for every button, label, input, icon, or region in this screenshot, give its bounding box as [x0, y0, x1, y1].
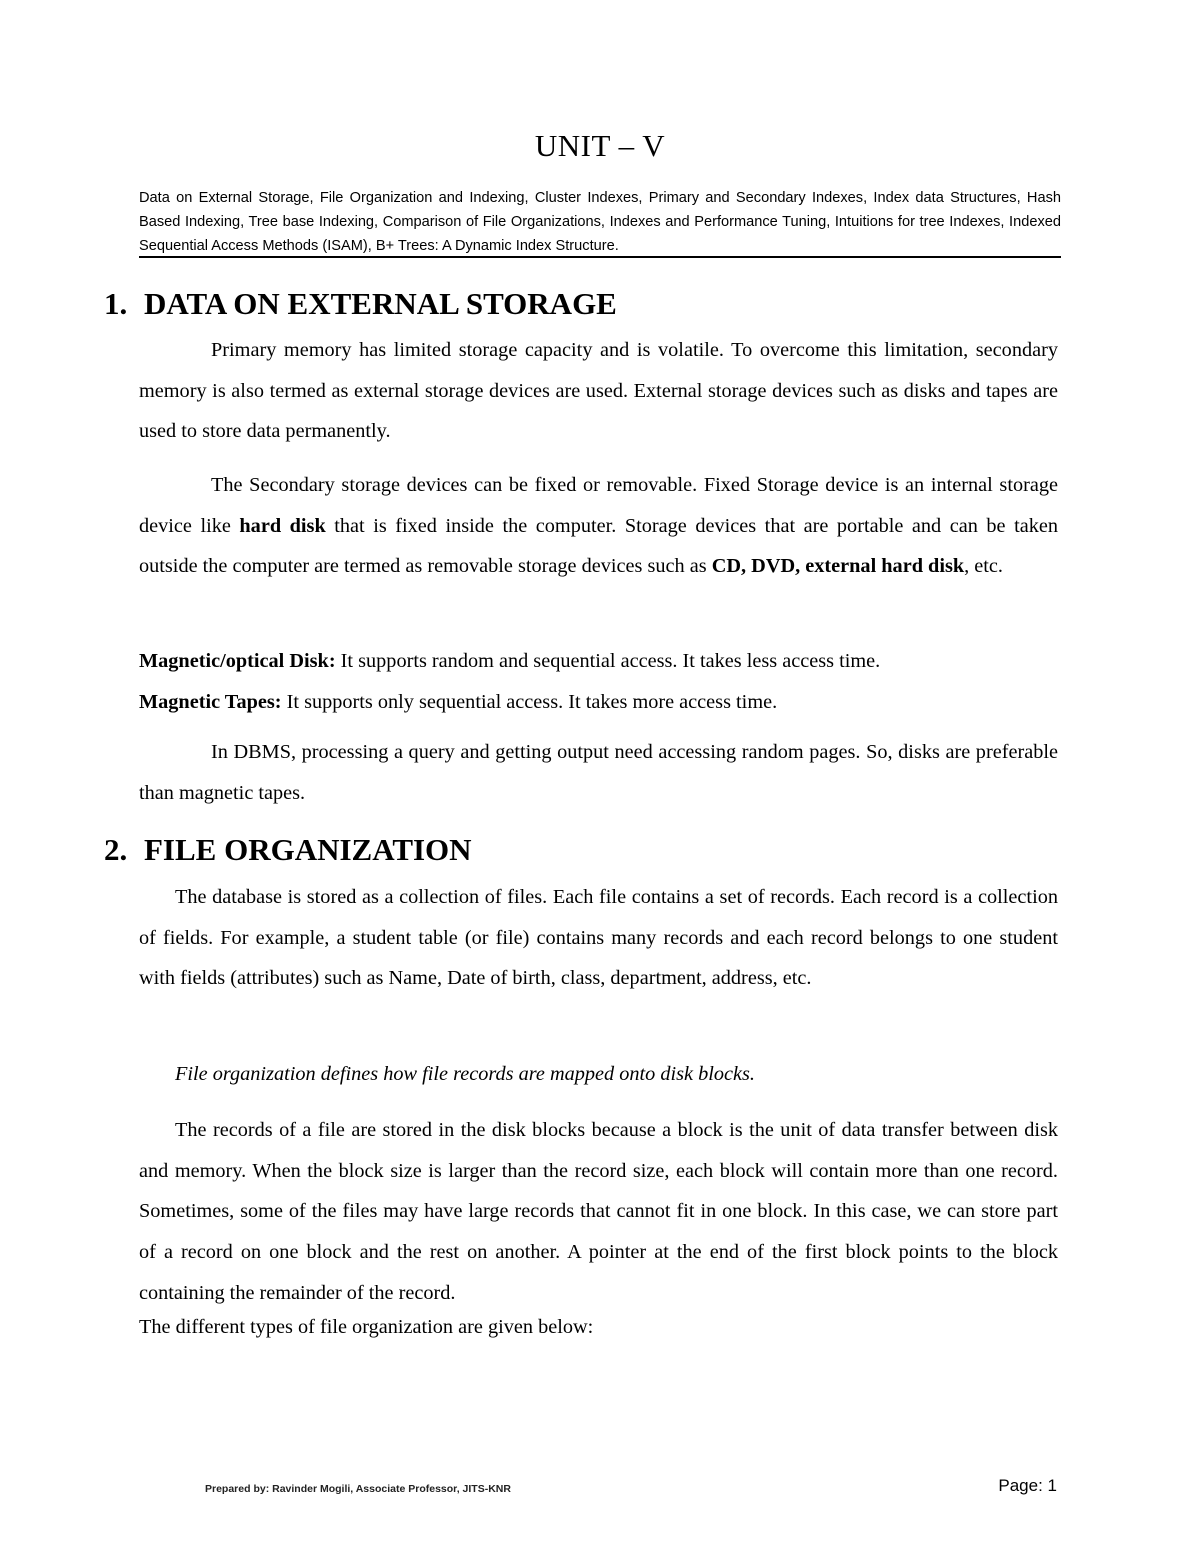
section-1-heading	[104, 286, 617, 322]
section-2-paragraph-1: The database is stored as a collection of files. Each file contains a set of records. Each record is a collection of fields. For example, a student table (or file) contains many records and each record belongs to one student with fields (attributes) such as Name, Date of birth, class, department, address, etc.	[139, 886, 1058, 990]
text-run: that is fixed inside the computer. Storage devices that are portable and can be taken outside the computer are termed as removable storage devices such as	[139, 514, 1058, 578]
section-2-number: 2.	[104, 832, 128, 867]
section-2-paragraph-4: The different types of file organization are given below:	[139, 1316, 594, 1338]
term-label: Magnetic Tapes:	[139, 691, 282, 713]
bold-term-removable-devices: CD, DVD, external hard disk	[711, 555, 965, 578]
footer-prepared-by: Prepared by: Ravinder Mogili, Associate Professor, JITS-KNR	[205, 1483, 511, 1495]
section-1-number: 1.	[104, 286, 128, 321]
term-label: Magnetic/optical Disk:	[139, 650, 336, 672]
section-1-paragraph-1: Primary memory has limited storage capacity and is volatile. To overcome this limitation, secondary memory is also termed as external storage devices are used. External storage devices such as disks and tapes are used to store data permanently.	[139, 339, 1058, 443]
unit-title: UNIT – V	[534, 128, 666, 163]
text-run: The Secondary storage devices can be fixed or removable. Fixed Storage device is an internal storage device like	[139, 474, 1058, 537]
footer-page-number: Page: 1	[998, 1476, 1057, 1495]
section-2-heading	[104, 832, 472, 868]
term-description: It supports random and sequential access. It takes less access time.	[335, 650, 881, 672]
section-2-title: FILE ORGANIZATION	[144, 832, 472, 867]
header-divider	[139, 256, 1061, 258]
magnetic-optical-disk-line	[139, 650, 880, 673]
magnetic-tapes-line	[139, 691, 777, 714]
bold-term-hard-disk: hard disk	[239, 514, 326, 537]
section-2-paragraph-3: The records of a file are stored in the disk blocks because a block is the unit of data transfer between disk and memory. When the block size is larger than the record size, each block will contain more than one record. Sometimes, some of the files may have large records that cannot fit in one block. In this case, we can store part of a record on one block and the rest on another. A pointer at the end of the first block points to the block containing the remainder of the record.	[139, 1119, 1058, 1304]
term-description: It supports only sequential access. It takes more access time.	[281, 691, 778, 713]
topics-summary: Data on External Storage, File Organization and Indexing, Cluster Indexes, Primary and Secondary Indexes, Index data Structures, Hash Based Indexing, Tree base Indexing, Comparison of File Organizations, Indexes and Performance Tuning, Intuitions for tree Indexes, Indexed Sequential Access Methods (ISAM), B+ Trees: A Dynamic Index Structure.	[139, 190, 1061, 254]
section-1-title: DATA ON EXTERNAL STORAGE	[144, 286, 617, 321]
section-2-definition: File organization defines how file records are mapped onto disk blocks.	[175, 1063, 756, 1085]
section-1-paragraph-2	[139, 465, 1058, 587]
text-run: , etc.	[964, 555, 1003, 578]
section-1-paragraph-5: In DBMS, processing a query and getting output need accessing random pages. So, disks are preferable than magnetic tapes.	[139, 741, 1058, 804]
